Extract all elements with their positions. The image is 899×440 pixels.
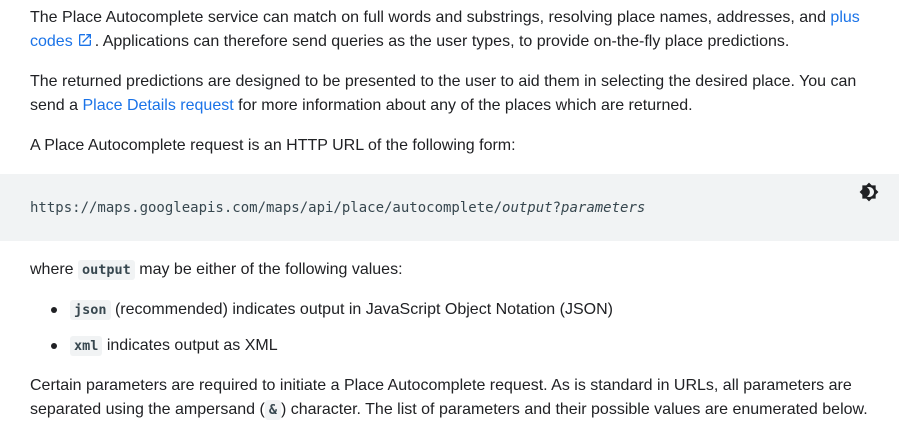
predictions-text-a: The returned predictions are designed to be presented to the user to aid them in selecting the desired place. You can send a <box>30 73 857 114</box>
parameters-text-b: ) character. The list of parameters and their possible values are enumerated below. <box>280 401 868 418</box>
intro-text-a: The Place Autocomplete service can match on full words and substrings, resolving place names, addresses, and <box>30 9 831 26</box>
output-text-b: may be either of the following values: <box>134 261 403 278</box>
url-parameters-placeholder: parameters <box>561 200 646 216</box>
place-details-link[interactable]: Place Details request <box>82 97 234 114</box>
output-values-paragraph <box>30 258 880 282</box>
bullet <box>51 307 57 313</box>
intro-text-b: . Applications can therefore send queries as the user types, to provide on-the-fly place predictions. <box>94 33 790 50</box>
codes-link-text: codes <box>30 33 73 50</box>
xml-inline-code: xml <box>70 336 102 356</box>
output-text-a: where <box>30 261 79 278</box>
predictions-paragraph <box>30 70 880 118</box>
parameters-text-a: Certain parameters are required to initiate a Place Autocomplete request. As is standard in URLs, all parameters are separated using the ampersand ( <box>30 377 852 418</box>
bullet <box>51 343 57 349</box>
intro-paragraph <box>30 6 880 54</box>
plus-link-text: plus <box>830 9 860 26</box>
list-item-json <box>30 298 613 334</box>
external-link-icon <box>77 32 93 48</box>
url-code-block <box>0 174 899 241</box>
json-description: (recommended) indicates output in JavaScript Object Notation (JSON) <box>110 301 613 318</box>
predictions-text-b: for more information about any of the places which are returned. <box>233 97 693 114</box>
ampersand-inline-code: & <box>265 400 281 420</box>
url-base: https://maps.googleapis.com/maps/api/place/autocomplete/ <box>30 200 503 216</box>
request-url <box>30 196 645 220</box>
output-inline-code: output <box>78 260 135 280</box>
output-values-list <box>30 298 613 370</box>
parameters-paragraph <box>30 374 880 422</box>
request-form-paragraph: A Place Autocomplete request is an HTTP URL of the following form: <box>30 137 516 154</box>
dark-theme-toggle-icon[interactable] <box>859 182 879 202</box>
url-output-placeholder: output <box>502 200 553 216</box>
url-question-mark: ? <box>552 200 562 216</box>
list-item-xml <box>30 334 613 370</box>
json-inline-code: json <box>70 300 111 320</box>
xml-description: indicates output as XML <box>102 337 278 354</box>
